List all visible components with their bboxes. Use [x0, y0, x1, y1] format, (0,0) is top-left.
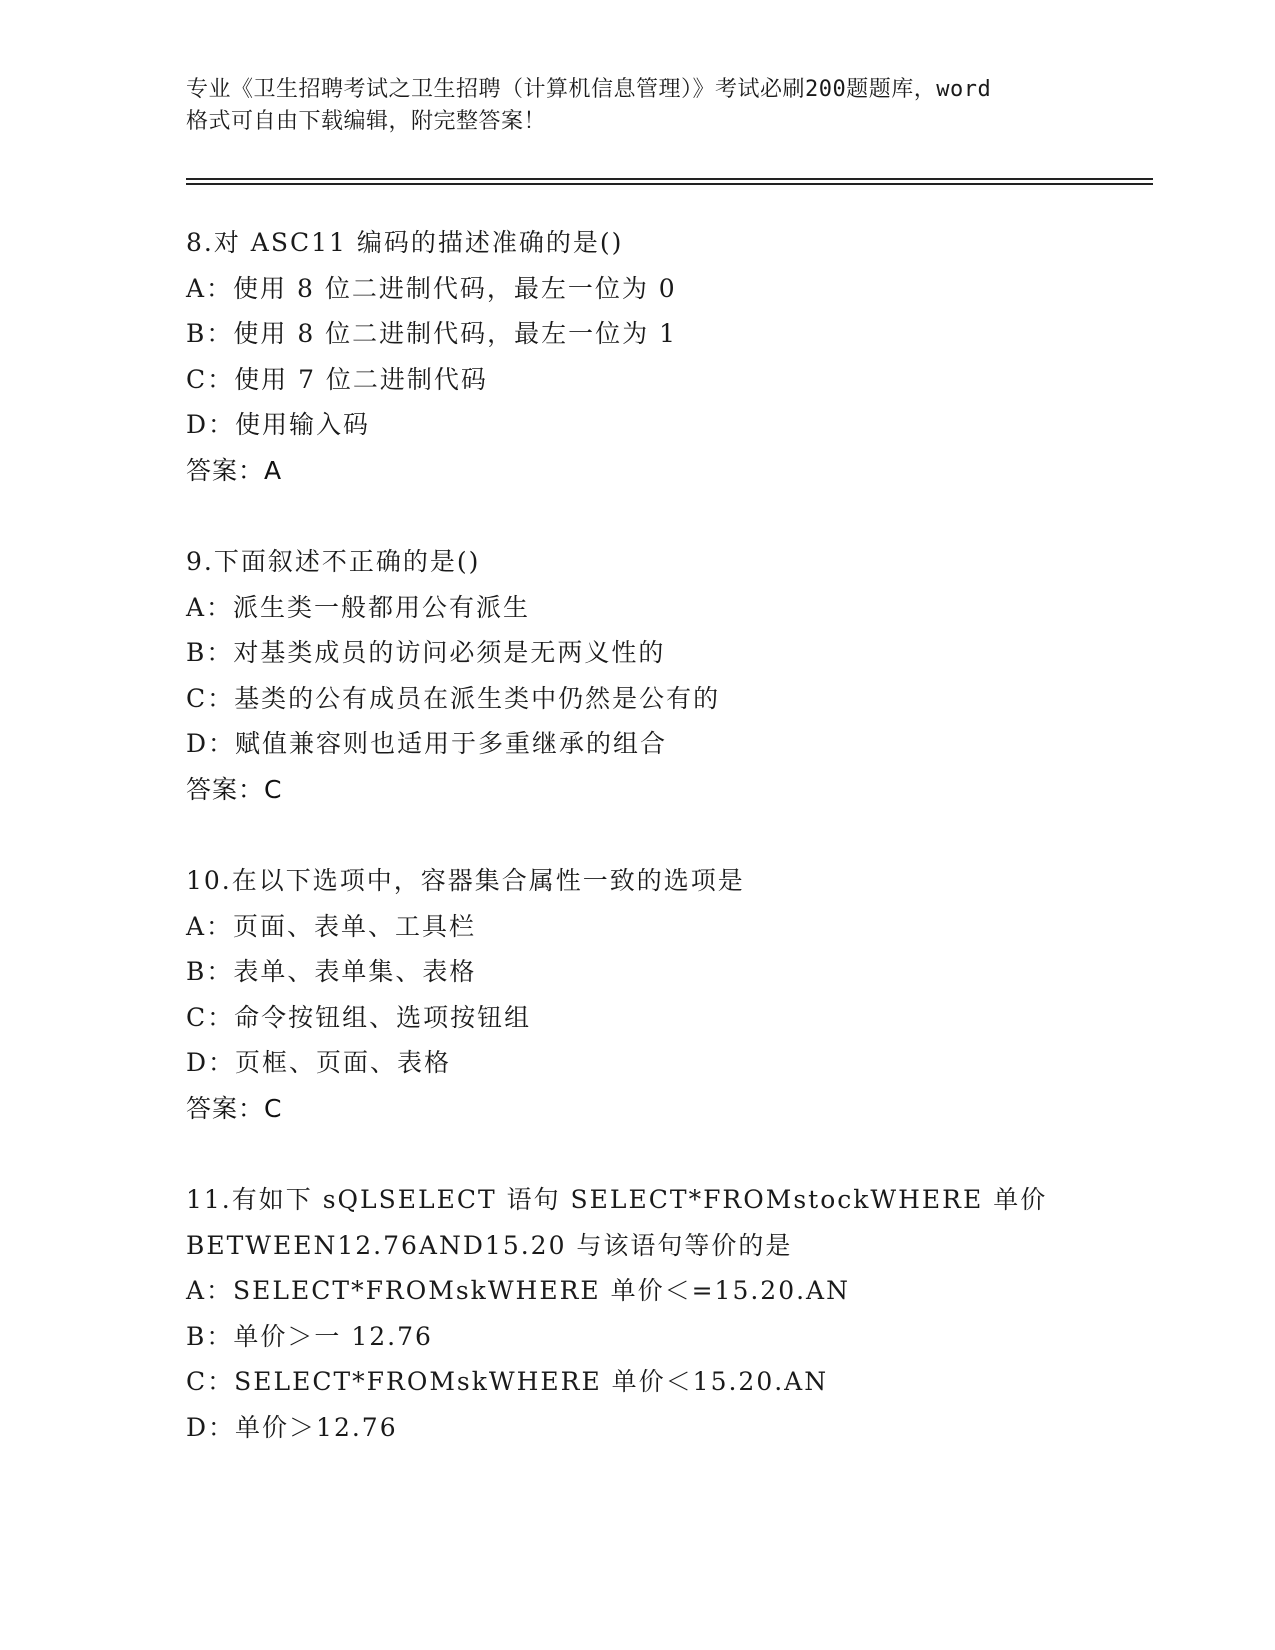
answer: 答案：A: [186, 455, 283, 485]
header-line-2: 格式可自由下载编辑，附完整答案！: [186, 109, 547, 134]
answer: 答案：C: [186, 774, 283, 804]
option-a: A：页面、表单、工具栏: [186, 911, 477, 941]
option-b: B：单价＞一 12.76: [186, 1321, 433, 1351]
option-b: B：表单、表单集、表格: [186, 957, 477, 986]
option-c: C：使用 7 位二进制代码: [186, 364, 488, 394]
option-d: D：页框、页面、表格: [186, 1048, 452, 1077]
option-d: D：使用输入码: [186, 410, 371, 439]
question-11: [186, 1177, 1186, 1450]
question-10: [186, 858, 1186, 1131]
header-line-1: 专业《卫生招聘考试之卫生招聘（计算机信息管理）》考试必刷200题题库，word: [186, 77, 992, 102]
option-a: A：使用 8 位二进制代码，最左一位为 0: [186, 273, 677, 303]
option-d: D：单价＞12.76: [186, 1412, 398, 1442]
option-c: C：SELECT*FROMskWHERE 单价＜15.20.AN: [186, 1367, 829, 1396]
option-a: A：SELECT*FROMskWHERE 单价＜=15.20.AN: [186, 1276, 850, 1305]
option-b: B：使用 8 位二进制代码，最左一位为 1: [186, 319, 678, 348]
question-stem: 9.下面叙述不正确的是(): [186, 547, 481, 576]
question-8: [186, 220, 1186, 493]
question-stem: 10.在以下选项中，容器集合属性一致的选项是: [186, 866, 745, 895]
option-b: B：对基类成员的访问必须是无两义性的: [186, 638, 666, 667]
option-c: C：基类的公有成员在派生类中仍然是公有的: [186, 683, 721, 713]
header-divider-bottom: [186, 183, 1153, 185]
question-stem-continued: BETWEEN12.76AND15.20 与该语句等价的是: [186, 1230, 793, 1260]
question-stem: 8.对 ASC11 编码的描述准确的是(): [186, 228, 624, 257]
question-9: [186, 539, 1186, 812]
answer: 答案：C: [186, 1093, 283, 1123]
header-divider-top: [186, 178, 1153, 180]
option-c: C：命令按钮组、选项按钮组: [186, 1002, 532, 1032]
question-stem: 11.有如下 sQLSELECT 语句 SELECT*FROMstockWHERE 单价: [186, 1185, 1048, 1214]
option-d: D：赋值兼容则也适用于多重继承的组合: [186, 729, 668, 758]
document-header: [186, 74, 1086, 138]
option-a: A：派生类一般都用公有派生: [186, 592, 531, 622]
